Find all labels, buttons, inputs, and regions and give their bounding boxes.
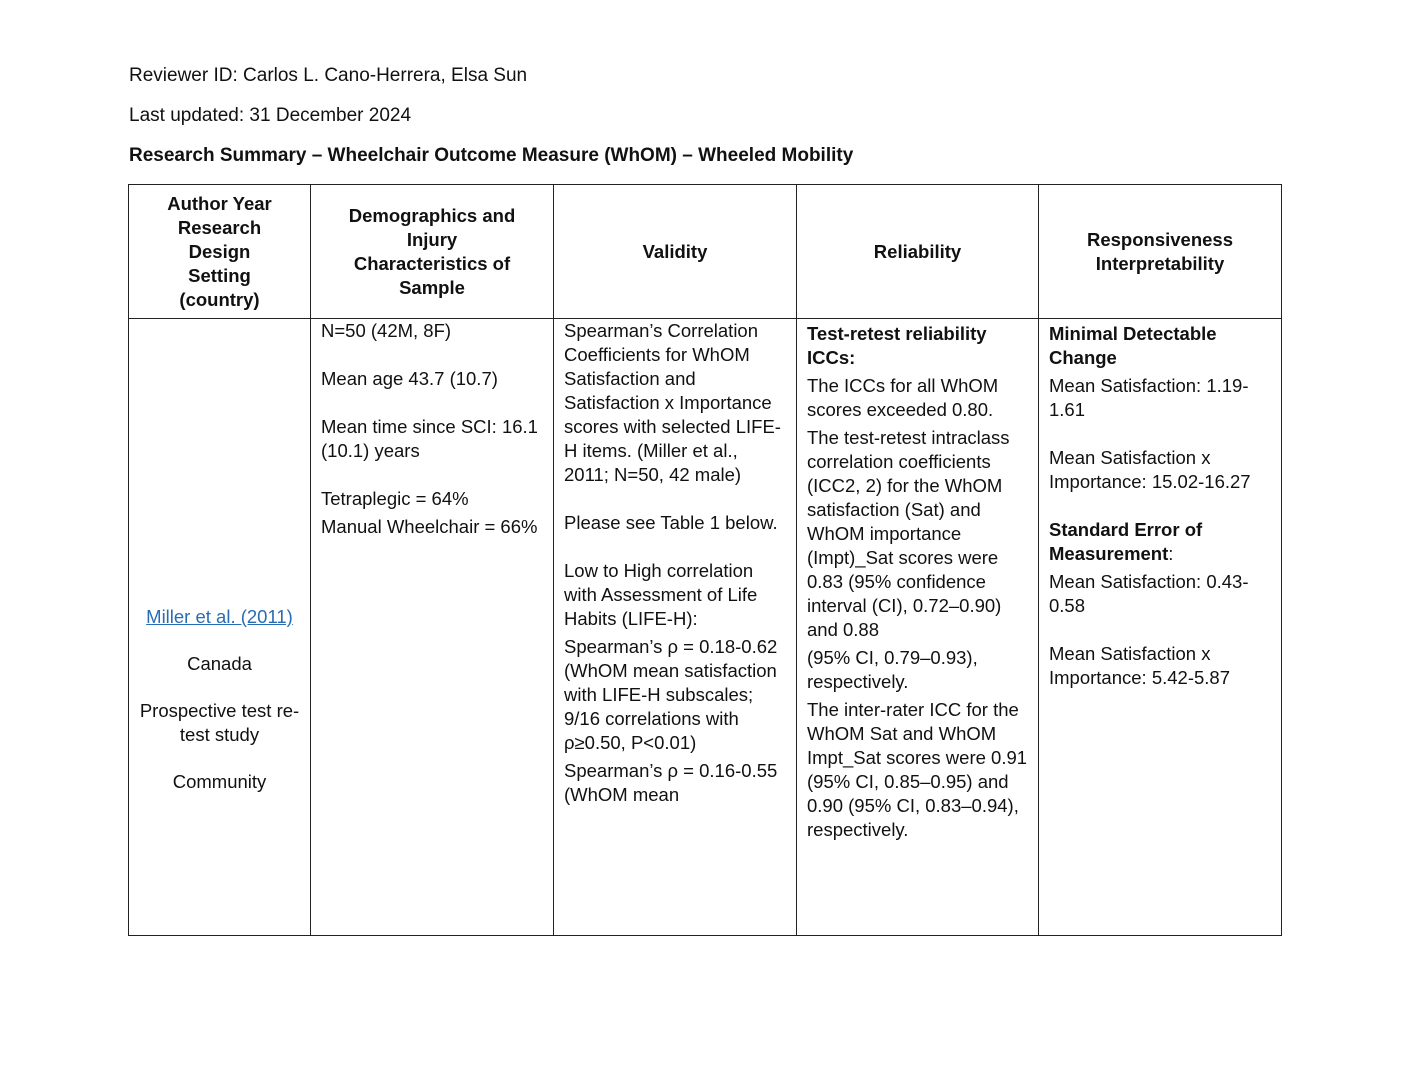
header-line: Setting: [188, 264, 251, 286]
study-cell: [129, 319, 311, 936]
sem-heading-colon: :: [1168, 543, 1174, 564]
reliability-inter-rater: The inter-rater ICC for the WhOM Sat and WhOM Impt_Sat scores were 0.91 (95% CI, 0.85–0.95) and 0.90 (95% CI, 0.83–0.94), respectively.: [807, 699, 1028, 840]
header-responsiveness: [1039, 185, 1282, 319]
header-line: Validity: [642, 240, 708, 262]
header-validity: [554, 185, 797, 319]
header-line: Injury: [406, 228, 458, 250]
validity-life-h-correlation: Low to High correlation with Assessment of Life Habits (LIFE-H):: [564, 560, 758, 629]
study-citation-link[interactable]: Miller et al. (2011): [146, 606, 293, 627]
validity-spearman-importance: Spearman’s ρ = 0.16-0.55 (WhOM mean: [564, 760, 778, 805]
header-line: (country): [179, 288, 260, 310]
sem-heading: Standard Error of Measurement: [1049, 519, 1203, 564]
demographics-cell: [311, 319, 554, 936]
reliability-test-retest-ci: (95% CI, 0.79–0.93), respectively.: [807, 647, 978, 692]
demographics-mean-age: Mean age 43.7 (10.7): [321, 368, 498, 389]
table-header-row: [129, 185, 1282, 319]
table-row: [129, 319, 1282, 936]
sem-heading-line: [1049, 518, 1271, 566]
header-author-year-design: [129, 185, 311, 319]
responsiveness-cell: [1039, 319, 1282, 936]
demographics-sample-size: N=50 (42M, 8F): [321, 320, 452, 341]
header-line: Research: [177, 216, 262, 238]
mdc-heading: Minimal Detectable Change: [1049, 323, 1217, 368]
header-line: Responsiveness: [1086, 228, 1233, 250]
study-setting: Community: [172, 771, 267, 792]
header-line: Author Year: [167, 192, 272, 214]
header-line: Reliability: [873, 240, 962, 262]
reliability-heading: Test-retest reliability ICCs:: [807, 323, 987, 368]
reliability-test-retest: The test-retest intraclass correlation coefficients (ICC2, 2) for the WhOM satisfaction (Sat) and WhOM importance (Impt)_Sat scores were 0.83 (95% confidence interval (CI), 0.72–0.90) and 0.88: [807, 427, 1010, 640]
header-demographics: [311, 185, 554, 319]
research-summary-table: [128, 184, 1282, 936]
last-updated: Last updated: 31 December 2024: [129, 105, 412, 126]
sem-satisfaction-importance: Mean Satisfaction x Importance: 5.42-5.87: [1049, 643, 1230, 688]
reviewer-id: Reviewer ID: Carlos L. Cano-Herrera, Elsa Sun: [129, 65, 528, 86]
mdc-satisfaction-importance: Mean Satisfaction x Importance: 15.02-16.27: [1049, 447, 1251, 492]
study-design: Prospective test re-test study: [139, 700, 300, 745]
demographics-tetraplegic: Tetraplegic = 64%: [321, 488, 469, 509]
mdc-satisfaction: Mean Satisfaction: 1.19-1.61: [1049, 375, 1249, 420]
validity-description: Spearman’s Correlation Coefficients for WhOM Satisfaction and Satisfaction x Importance scores with selected LIFE-H items. (Miller et al., 2011; N=50, 42 male): [564, 320, 781, 485]
header-reliability: [797, 185, 1039, 319]
reliability-icc-summary: The ICCs for all WhOM scores exceeded 0.80.: [807, 375, 999, 420]
header-line: Characteristics of: [353, 252, 511, 274]
reliability-cell: [797, 319, 1039, 936]
header-line: Design: [188, 240, 251, 262]
demographics-time-since-sci: Mean time since SCI: 16.1 (10.1) years: [321, 416, 538, 461]
document-title: Research Summary – Wheelchair Outcome Measure (WhOM) – Wheeled Mobility: [129, 145, 854, 166]
header-line: Interpretability: [1095, 252, 1225, 274]
header-line: Sample: [399, 276, 465, 298]
validity-spearman-satisfaction: Spearman’s ρ = 0.18-0.62 (WhOM mean satisfaction with LIFE-H subscales; 9/16 correlations with ρ≥0.50, P<0.01): [564, 636, 778, 753]
study-country: Canada: [187, 653, 252, 674]
header-line: Demographics and: [348, 204, 516, 226]
validity-table-reference: Please see Table 1 below.: [564, 512, 778, 533]
demographics-manual-wheelchair: Manual Wheelchair = 66%: [321, 516, 538, 537]
validity-cell: [554, 319, 797, 936]
sem-satisfaction: Mean Satisfaction: 0.43-0.58: [1049, 571, 1249, 616]
